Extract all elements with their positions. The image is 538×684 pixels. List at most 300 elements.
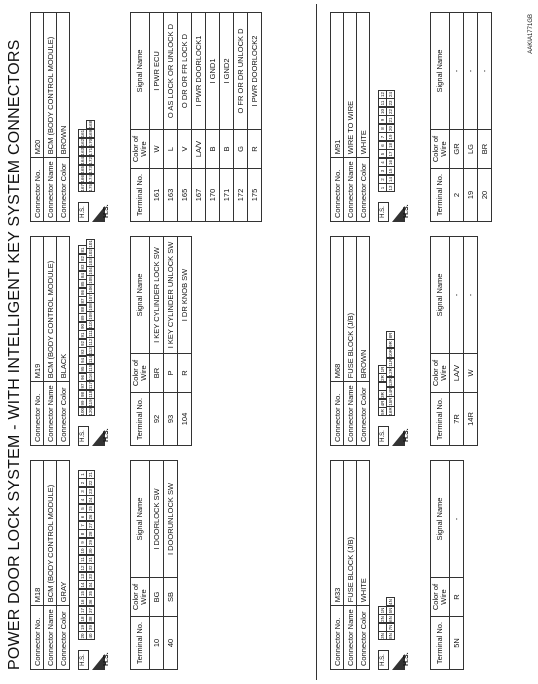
row-divider [316, 4, 317, 680]
terminal-no: 40 [164, 617, 178, 670]
pin-cell: 1 [378, 184, 387, 193]
signal-name: I GND1 [206, 13, 220, 130]
pin-cell: 119 [88, 399, 93, 407]
signal-name-header: Signal Name [131, 237, 150, 354]
connector-color-value: BROWN [357, 237, 370, 382]
pin-cell: 19 [388, 134, 393, 140]
table-row [178, 13, 192, 222]
pin-cell: 170 [88, 138, 93, 147]
connector-no-label: Connector No. [31, 158, 44, 222]
pin-cell: 20 [388, 126, 393, 132]
connector-no-value: M33 [331, 461, 344, 606]
pin-cell: 39 [88, 625, 93, 631]
wire-color-header: Color of Wire [131, 354, 150, 393]
pin-cell: 10 [79, 548, 85, 554]
signal-table-header [431, 461, 450, 670]
terminal-no: 10 [150, 617, 164, 670]
connector-no-label: Connector No. [331, 382, 344, 446]
table-row [192, 13, 206, 222]
pin-cell: 11 [378, 99, 387, 108]
hs-label: H.S. [103, 204, 110, 218]
signal-name: O FR OR DR UNLOCK D [234, 13, 248, 130]
pin-cell: 96 [79, 374, 85, 380]
pin-cell: 6 [78, 513, 87, 522]
pin-cell: 3N [379, 633, 385, 639]
terminal-no: 92 [150, 393, 164, 446]
connector-no-value: M20 [31, 13, 44, 158]
table-row [478, 13, 492, 222]
signal-name: - [450, 13, 464, 130]
pin-cell: 89 [79, 315, 85, 321]
terminal-no-header: Terminal No. [431, 169, 450, 222]
connector-panel-m91 [330, 12, 492, 222]
wire-color-header: Color of Wire [131, 130, 150, 169]
pin-cell: 85 [79, 281, 85, 287]
pin-cell: 37 [88, 608, 93, 614]
wire-color-header: Color of Wire [431, 578, 450, 617]
table-row [150, 237, 164, 446]
connector-name-label: Connector Name [44, 382, 57, 446]
pin-row [87, 120, 96, 192]
pin-cell: 120 [88, 407, 93, 416]
pin-cell: 31 [88, 557, 93, 563]
signal-table-header [131, 237, 150, 446]
wire-color: B [206, 130, 220, 169]
connector-color-value: BROWN [57, 13, 70, 158]
signal-name: I DR KNOB SW [178, 237, 192, 354]
connector-diagram [74, 236, 124, 446]
connector-no-row [331, 461, 344, 670]
wire-color: B [220, 130, 234, 169]
connector-name-label: Connector Name [344, 382, 357, 446]
signal-name-header: Signal Name [431, 237, 450, 354]
signal-table [130, 12, 262, 222]
pin-cell: 17 [79, 608, 85, 614]
pin-cell: 28 [88, 531, 93, 537]
pin-cell: 7 [378, 133, 387, 142]
pin-cell: 3R [379, 392, 385, 398]
pin-cell: 3 [78, 487, 87, 496]
pin-cell: 14R [388, 387, 393, 396]
pin-cell: 5N [388, 607, 393, 614]
terminal-no: 167 [192, 169, 206, 222]
connector-color-value: BLACK [57, 237, 70, 382]
pin-cell: 107 [88, 294, 93, 302]
pin-cell: 25 [88, 506, 93, 512]
connector-info-table [330, 12, 370, 222]
table-row [450, 461, 464, 670]
wire-color: LA/V [450, 354, 464, 393]
pin-cell: 168 [88, 120, 93, 129]
connector-color-value: WHITE [357, 13, 370, 158]
signal-table [430, 460, 464, 670]
pin-cell: 100 [79, 407, 85, 416]
signal-name: I PWR DOORLOCK1 [192, 13, 206, 130]
connector-name-value: WIRE TO WIRE [344, 13, 357, 158]
connector-face [78, 239, 95, 416]
connector-no-row [31, 13, 44, 222]
pin-cell: 23 [388, 100, 393, 106]
connector-color-value: WHITE [357, 461, 370, 606]
pin-cell: 118 [88, 390, 93, 398]
connector-panel-m33 [330, 460, 464, 670]
pin-cell: 33 [88, 574, 93, 580]
signal-name: - [450, 237, 464, 354]
pin-cell: 115 [88, 364, 93, 372]
wire-color: V [178, 130, 192, 169]
connector-no-label: Connector No. [31, 382, 44, 446]
pin-cell: 103 [88, 258, 93, 266]
pin-cell: 102 [88, 249, 93, 257]
wire-color-header: Color of Wire [431, 354, 450, 393]
hs-label: H.S. [103, 652, 110, 666]
connector-panel-m18 [30, 460, 178, 670]
pin-cell: 2 [78, 479, 87, 488]
signal-table [130, 460, 178, 670]
pin-cell: 21 [388, 117, 393, 123]
terminal-no-header: Terminal No. [131, 617, 150, 670]
pin-cell: 16 [79, 599, 85, 605]
pin-cell: 5R [379, 409, 385, 415]
hs-badge: H.S. [378, 202, 389, 222]
pin-cell: 90 [79, 323, 85, 329]
connector-name-value: BCM (BODY CONTROL MODULE) [44, 13, 57, 158]
pin-cell: 8R [388, 332, 393, 339]
pin-cell: 172 [88, 156, 93, 165]
terminal-no: 171 [220, 169, 234, 222]
pin-cell: 162 [79, 138, 85, 147]
pin-cell: 12R [388, 368, 393, 377]
hs-mark [78, 648, 110, 670]
connector-diagram [374, 12, 424, 222]
wire-color: W [150, 130, 164, 169]
connector-face [378, 598, 395, 641]
pin-cell: 11 [78, 555, 87, 564]
signal-name: - [450, 461, 464, 578]
pin-cell: 105 [88, 276, 93, 284]
connector-info-table [30, 460, 70, 670]
pin-cell: 9 [378, 116, 387, 125]
pin-row [387, 90, 396, 192]
table-row [450, 237, 464, 446]
connector-color-label: Connector Color [57, 382, 70, 446]
pin-cell: 8N [388, 633, 393, 639]
terminal-no: 172 [234, 169, 248, 222]
wire-color: R [178, 354, 192, 393]
connector-name-row [344, 237, 357, 446]
pin-cell: 11R [388, 358, 393, 367]
connector-color-label: Connector Color [357, 606, 370, 670]
pin-cell: 165 [79, 165, 85, 174]
connector-no-value: M68 [331, 237, 344, 382]
hs-badge: H.S. [78, 426, 89, 446]
pin-cell: 23 [88, 489, 93, 495]
pin-cell: 87 [79, 298, 85, 304]
pin-cell: 6 [378, 141, 387, 150]
connector-color-row [357, 13, 370, 222]
signal-name: - [478, 13, 492, 130]
hs-mark [378, 200, 410, 222]
table-row [150, 461, 164, 670]
connector-info-table [30, 12, 70, 222]
connector-color-label: Connector Color [357, 382, 370, 446]
pin-cell: 4 [378, 158, 387, 167]
pin-cell: 173 [88, 165, 93, 174]
terminal-no: 104 [178, 393, 192, 446]
connector-color-row [357, 237, 370, 446]
table-row [464, 237, 478, 446]
terminal-no: 163 [164, 169, 178, 222]
connector-name-label: Connector Name [344, 606, 357, 670]
pin-cell: 34 [88, 582, 93, 588]
table-row [464, 13, 478, 222]
pin-cell: 21 [88, 472, 93, 478]
pin-cell: 15 [388, 168, 393, 174]
signal-name: I PWR DOORLOCK2 [248, 13, 262, 130]
terminal-no-header: Terminal No. [431, 617, 450, 670]
pin-cell: 18 [79, 616, 85, 622]
connector-no-value: M19 [31, 237, 44, 382]
signal-name: I PWR ECU [150, 13, 164, 130]
pin-cell: 15R [388, 397, 393, 406]
pin-cell: 111 [88, 330, 93, 337]
image-code: AAKIA1771GB [528, 14, 534, 54]
table-row [150, 13, 164, 222]
signal-table [430, 12, 492, 222]
wire-color: BR [478, 130, 492, 169]
connector-diagram [74, 12, 124, 222]
pin-cell: 10 [379, 109, 385, 115]
pin-cell: 35 [88, 591, 93, 597]
terminal-no: 161 [150, 169, 164, 222]
terminal-no: 14R [464, 393, 478, 446]
pin-cell: 86 [79, 289, 85, 295]
pin-row [387, 331, 396, 416]
connector-name-value: BCM (BODY CONTROL MODULE) [44, 461, 57, 606]
pin-cell: 171 [88, 147, 93, 156]
pin-cell: 22 [388, 109, 393, 115]
hs-mark [78, 424, 110, 446]
pin-cell: 83 [79, 264, 85, 270]
table-row [164, 237, 178, 446]
pin-cell: 1 [78, 470, 87, 479]
pin-cell: 4R [379, 400, 385, 407]
pin-cell: 161 [79, 129, 85, 138]
terminal-no: 170 [206, 169, 220, 222]
terminal-no: 7R [450, 393, 464, 446]
table-row [164, 461, 178, 670]
pin-cell: 40 [88, 633, 93, 639]
pin-cell: 117 [88, 381, 93, 390]
pin-cell: 3 [378, 167, 387, 176]
signal-table-header [431, 237, 450, 446]
connector-color-label: Connector Color [357, 158, 370, 222]
connector-info-table [330, 460, 370, 670]
pin-cell: 19 [79, 625, 85, 631]
connector-diagram [74, 460, 124, 670]
wire-color: BG [150, 578, 164, 617]
signal-name: I KEY CYLINDER LOCK SW [150, 237, 164, 354]
hs-label: H.S. [403, 428, 410, 442]
pin-cell: 24 [88, 497, 93, 503]
connector-no-row [331, 237, 344, 446]
pin-cell: 27 [88, 523, 93, 529]
pin-cell: 9R [388, 341, 393, 347]
signal-table-header [431, 13, 450, 222]
pin-cell: 101 [88, 240, 93, 248]
signal-name: I GND2 [220, 13, 234, 130]
pin-cell: 93 [79, 349, 85, 355]
pin-cell: 166 [79, 174, 85, 183]
wire-color: LG [464, 130, 478, 169]
signal-table [430, 236, 478, 446]
terminal-no: 165 [178, 169, 192, 222]
connector-no-label: Connector No. [331, 606, 344, 670]
pin-cell: 169 [88, 129, 93, 138]
wire-color: L [164, 130, 178, 169]
table-row [164, 13, 178, 222]
connector-name-value: BCM (BODY CONTROL MODULE) [44, 237, 57, 382]
pin-cell: 8 [78, 530, 87, 539]
connector-name-value: FUSE BLOCK (J/B) [344, 237, 357, 382]
pin-cell: 8 [378, 124, 387, 133]
connector-name-row [44, 461, 57, 670]
wire-color: W [464, 354, 478, 393]
pin-cell: 30 [88, 548, 93, 554]
signal-name-header: Signal Name [431, 461, 450, 578]
hs-mark [378, 648, 410, 670]
signal-name: I KEY CYLINDER UNLOCK SW [164, 237, 178, 354]
pin-cell: 113 [88, 347, 93, 355]
pin-cell: 109 [88, 312, 93, 320]
pin-cell: 95 [79, 366, 85, 372]
terminal-no: 20 [478, 169, 492, 222]
connector-color-label: Connector Color [57, 606, 70, 670]
pin-cell: 24 [388, 92, 393, 98]
table-row [220, 13, 234, 222]
table-row [234, 13, 248, 222]
table-row [248, 13, 262, 222]
table-row [450, 13, 464, 222]
hs-label: H.S. [103, 428, 110, 442]
connector-name-label: Connector Name [344, 158, 357, 222]
pin-cell: 2 [378, 175, 387, 184]
signal-name-header: Signal Name [131, 13, 150, 130]
hs-mark [78, 200, 110, 222]
signal-table [130, 236, 192, 446]
pin-cell: 14 [388, 177, 393, 183]
connector-panel-m19 [30, 236, 192, 446]
connector-no-row [331, 13, 344, 222]
pin-cell: 91 [79, 332, 85, 338]
pin-cell: 175 [88, 183, 93, 192]
pin-cell: 13 [388, 185, 393, 191]
connector-name-row [344, 461, 357, 670]
connector-no-value: M91 [331, 13, 344, 158]
pin-cell: 110 [88, 321, 93, 329]
signal-name: I DOORUNLOCK SW [164, 461, 178, 578]
connector-panel-m68 [330, 236, 478, 446]
pin-cell: 82 [79, 255, 85, 261]
pin-cell: 4N [388, 599, 393, 605]
signal-name: O DR OR FR LOCK D [178, 13, 192, 130]
hs-badge: H.S. [378, 650, 389, 670]
pin-cell: 5 [78, 504, 87, 513]
pin-cell: 167 [79, 183, 85, 192]
connector-name-value: FUSE BLOCK (J/B) [344, 461, 357, 606]
pin-cell: 20 [79, 633, 85, 639]
pin-cell: 99 [79, 400, 85, 406]
signal-name-header: Signal Name [431, 13, 450, 130]
pin-cell: 104 [88, 267, 93, 275]
pin-cell: 1R [379, 366, 385, 373]
pin-cell: 10R [388, 348, 393, 358]
hs-badge: H.S. [78, 202, 89, 222]
signal-name: - [464, 13, 478, 130]
pin-cell: 108 [88, 303, 93, 311]
hs-mark [378, 424, 410, 446]
pin-cell: 6N [388, 616, 393, 622]
wire-color: SB [164, 578, 178, 617]
pin-cell: 32 [88, 565, 93, 571]
terminal-no: 19 [464, 169, 478, 222]
terminal-no: 5N [450, 617, 464, 670]
connector-no-label: Connector No. [331, 158, 344, 222]
terminal-no: 175 [248, 169, 262, 222]
signal-table-header [131, 13, 150, 222]
connector-face [78, 120, 95, 192]
connector-face [78, 470, 95, 640]
connector-name-label: Connector Name [44, 606, 57, 670]
pin-cell: 12 [79, 565, 85, 571]
connector-no-row [31, 237, 44, 446]
hs-label: H.S. [403, 204, 410, 218]
pin-cell: 12 [379, 92, 385, 98]
connector-diagram [374, 236, 424, 446]
pin-row [87, 470, 96, 640]
connector-diagram [374, 460, 424, 670]
signal-table-header [131, 461, 150, 670]
table-row [206, 13, 220, 222]
pin-cell: 98 [79, 391, 85, 397]
connector-panel-m20 [30, 12, 262, 222]
connector-info-table [30, 236, 70, 446]
connector-no-row [31, 461, 44, 670]
pin-cell: 26 [88, 514, 93, 520]
connector-color-value: GRAY [57, 461, 70, 606]
pin-cell: 5 [378, 150, 387, 159]
signal-name-header: Signal Name [131, 461, 150, 578]
pin-row [387, 598, 396, 641]
pin-cell: 174 [88, 174, 93, 183]
terminal-no-header: Terminal No. [431, 393, 450, 446]
terminal-no: 2 [450, 169, 464, 222]
pin-row [87, 239, 96, 416]
signal-name: - [464, 237, 478, 354]
pin-cell: 16R [388, 407, 393, 416]
pin-cell: 36 [88, 599, 93, 605]
pin-cell: 15 [79, 591, 85, 597]
wire-color: BR [150, 354, 164, 393]
pin-cell: 116 [88, 373, 93, 381]
pin-cell: 112 [88, 338, 93, 346]
connector-info-table [330, 236, 370, 446]
pin-cell: 106 [88, 285, 93, 293]
connector-face [378, 331, 395, 416]
wire-color: R [450, 578, 464, 617]
pin-cell: 13 [79, 574, 85, 580]
terminal-no: 93 [164, 393, 178, 446]
